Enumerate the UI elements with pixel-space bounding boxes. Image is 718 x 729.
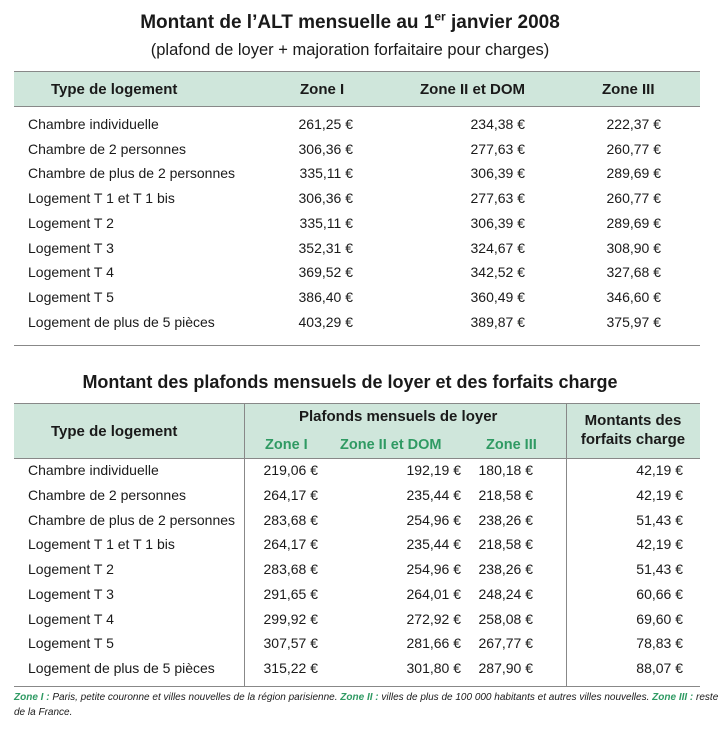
header-forfaits-line1: Montants des bbox=[584, 412, 682, 429]
row-zone2-value: 389,87 € bbox=[470, 313, 525, 330]
row-zone2-value: 324,67 € bbox=[470, 239, 525, 256]
row-zone1-value: 352,31 € bbox=[298, 239, 353, 256]
row-type: Logement T 3 bbox=[28, 239, 114, 256]
row-zone3-value: 289,69 € bbox=[606, 165, 661, 182]
table2-title: Montant des plafonds mensuels de loyer et des forfaits charge bbox=[82, 372, 618, 392]
table-row bbox=[14, 509, 700, 533]
row-type: Chambre individuelle bbox=[28, 462, 159, 478]
table-row bbox=[14, 459, 700, 483]
header-type: Type de logement bbox=[51, 423, 178, 440]
row-zone1-value: 299,92 € bbox=[263, 610, 318, 627]
row-type: Logement T 2 bbox=[28, 561, 114, 577]
row-type: Logement T 4 bbox=[28, 610, 114, 627]
row-forfait-value: 51,43 € bbox=[636, 561, 683, 577]
row-zone3-value: 327,68 € bbox=[606, 264, 661, 281]
header-forfaits-line2: forfaits charge bbox=[580, 431, 686, 448]
row-zone2-value: 272,92 € bbox=[406, 610, 461, 627]
row-zone3-value: 267,77 € bbox=[478, 635, 533, 652]
row-zone1-value: 306,36 € bbox=[298, 140, 353, 157]
row-forfait-value: 51,43 € bbox=[636, 511, 683, 528]
row-zone1-value: 291,65 € bbox=[263, 585, 318, 602]
table-row bbox=[14, 558, 700, 582]
row-zone3-value: 260,77 € bbox=[606, 140, 661, 157]
row-zone3-value: 258,08 € bbox=[478, 610, 533, 627]
table1-header-rule bbox=[14, 106, 700, 107]
header-zone3: Zone III bbox=[486, 437, 537, 453]
table2-bottom-rule bbox=[14, 686, 700, 687]
row-zone1-value: 369,52 € bbox=[298, 264, 353, 281]
row-zone2-value: 254,96 € bbox=[406, 511, 461, 528]
row-type: Chambre de plus de 2 personnes bbox=[28, 511, 236, 528]
row-type: Logement T 5 bbox=[28, 635, 114, 652]
footnote-zone2-label: Zone II : bbox=[340, 692, 379, 703]
table-row bbox=[14, 113, 700, 137]
table-row bbox=[14, 583, 700, 607]
row-forfait-value: 42,19 € bbox=[636, 462, 683, 478]
row-zone3-value: 375,97 € bbox=[606, 313, 661, 330]
footnote-zone1-label: Zone I : bbox=[14, 692, 50, 703]
row-zone1-value: 335,11 € bbox=[299, 214, 353, 231]
row-zone1-value: 264,17 € bbox=[263, 536, 318, 553]
row-zone2-value: 254,96 € bbox=[406, 561, 461, 577]
row-type: Logement T 1 et T 1 bis bbox=[28, 190, 175, 207]
row-zone2-value: 234,38 € bbox=[470, 116, 525, 132]
table-row bbox=[14, 286, 700, 310]
row-zone1-value: 261,25 € bbox=[298, 116, 353, 132]
footnote-line2: de la France. bbox=[14, 707, 73, 718]
table1-bottom-rule bbox=[14, 345, 700, 346]
header-zone1: Zone I bbox=[265, 437, 308, 453]
row-zone1-value: 283,68 € bbox=[263, 561, 318, 577]
row-zone1-value: 335,11 € bbox=[299, 165, 353, 182]
table-row bbox=[14, 138, 700, 162]
row-type: Logement T 4 bbox=[28, 264, 114, 281]
table-row bbox=[14, 212, 700, 236]
row-forfait-value: 60,66 € bbox=[636, 585, 683, 602]
row-zone2-value: 235,44 € bbox=[406, 536, 461, 553]
table-row bbox=[14, 632, 700, 656]
header-zone1: Zone I bbox=[300, 81, 345, 98]
table1-title: Montant de l’ALT mensuelle au 1er janvier 2008 bbox=[140, 9, 560, 33]
table-row bbox=[14, 237, 700, 261]
header-plafonds: Plafonds mensuels de loyer bbox=[299, 408, 498, 425]
row-zone1-value: 386,40 € bbox=[298, 288, 353, 305]
header-zone3: Zone III bbox=[602, 81, 655, 98]
header-zone2: Zone II et DOM bbox=[340, 437, 442, 453]
header-zone2: Zone II et DOM bbox=[420, 81, 525, 98]
row-forfait-value: 69,60 € bbox=[636, 610, 683, 627]
row-zone3-value: 222,37 € bbox=[606, 116, 661, 132]
table-row bbox=[14, 187, 700, 211]
table-row bbox=[14, 261, 700, 285]
row-zone2-value: 277,63 € bbox=[470, 190, 525, 207]
row-forfait-value: 78,83 € bbox=[636, 635, 683, 652]
row-forfait-value: 42,19 € bbox=[636, 486, 683, 503]
footnote-zone3-label: Zone III : bbox=[652, 692, 694, 703]
row-zone1-value: 219,06 € bbox=[263, 462, 318, 478]
row-zone3-value: 248,24 € bbox=[478, 585, 533, 602]
row-zone2-value: 306,39 € bbox=[470, 214, 525, 231]
row-zone2-value: 235,44 € bbox=[406, 486, 461, 503]
table-row bbox=[14, 657, 700, 681]
row-type: Logement T 5 bbox=[28, 288, 114, 305]
header-type: Type de logement bbox=[51, 81, 178, 98]
row-type: Logement de plus de 5 pièces bbox=[28, 313, 215, 330]
row-zone3-value: 238,26 € bbox=[478, 511, 533, 528]
footnote-zone1-text: Paris, petite couronne et villes nouvelles de la région parisienne. bbox=[49, 692, 341, 703]
row-type: Chambre individuelle bbox=[28, 116, 159, 132]
row-zone2-value: 301,80 € bbox=[406, 660, 461, 676]
row-zone2-value: 342,52 € bbox=[470, 264, 525, 281]
row-zone3-value: 289,69 € bbox=[606, 214, 661, 231]
row-forfait-value: 42,19 € bbox=[636, 536, 683, 553]
row-type: Logement de plus de 5 pièces bbox=[28, 660, 215, 676]
row-type: Logement T 2 bbox=[28, 214, 114, 231]
table-row bbox=[14, 608, 700, 632]
table-row bbox=[14, 484, 700, 508]
row-zone3-value: 308,90 € bbox=[606, 239, 661, 256]
table2-header bbox=[14, 404, 700, 458]
row-zone1-value: 307,57 € bbox=[263, 635, 318, 652]
footnote-zone2-text: villes de plus de 100 000 habitants et autres villes nouvelles. bbox=[378, 692, 653, 703]
footnote-zone3-text: reste bbox=[693, 692, 718, 703]
row-zone1-value: 264,17 € bbox=[263, 486, 318, 503]
table1-header bbox=[14, 72, 700, 106]
table-row bbox=[14, 162, 700, 186]
table1-subtitle: (plafond de loyer + majoration forfaitaire pour charges) bbox=[150, 41, 550, 59]
row-type: Logement T 1 et T 1 bis bbox=[28, 536, 175, 553]
row-zone1-value: 403,29 € bbox=[298, 313, 353, 330]
row-zone2-value: 192,19 € bbox=[406, 462, 461, 478]
row-zone3-value: 218,58 € bbox=[478, 536, 533, 553]
row-zone2-value: 281,66 € bbox=[406, 635, 461, 652]
row-zone1-value: 283,68 € bbox=[263, 511, 318, 528]
table-row bbox=[14, 311, 700, 335]
row-zone3-value: 238,26 € bbox=[478, 561, 533, 577]
row-zone1-value: 315,22 € bbox=[263, 660, 318, 676]
footnote bbox=[14, 690, 718, 720]
row-type: Chambre de plus de 2 personnes bbox=[28, 165, 236, 182]
row-zone3-value: 346,60 € bbox=[606, 288, 661, 305]
row-zone2-value: 277,63 € bbox=[470, 140, 525, 157]
row-zone2-value: 360,49 € bbox=[470, 288, 525, 305]
row-type: Logement T 3 bbox=[28, 585, 114, 602]
row-zone3-value: 218,58 € bbox=[478, 486, 533, 503]
row-type: Chambre de 2 personnes bbox=[28, 140, 186, 157]
row-zone1-value: 306,36 € bbox=[298, 190, 353, 207]
row-zone2-value: 264,01 € bbox=[406, 585, 461, 602]
row-type: Chambre de 2 personnes bbox=[28, 486, 186, 503]
table-row bbox=[14, 533, 700, 557]
row-zone3-value: 260,77 € bbox=[606, 190, 661, 207]
row-zone3-value: 287,90 € bbox=[478, 660, 533, 676]
row-zone2-value: 306,39 € bbox=[470, 165, 525, 182]
row-forfait-value: 88,07 € bbox=[636, 660, 683, 676]
row-zone3-value: 180,18 € bbox=[478, 462, 533, 478]
